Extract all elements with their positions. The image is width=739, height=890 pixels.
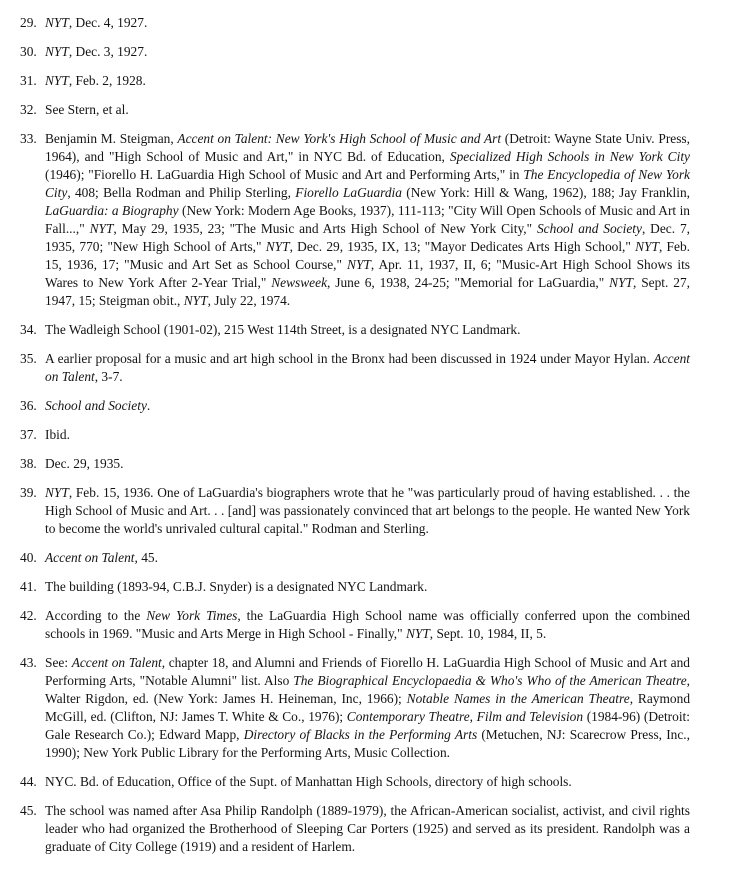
citation-text: , Dec. 3, 1927. (68, 44, 148, 59)
endnote-item (20, 397, 690, 415)
endnote-text (45, 101, 690, 119)
citation-text: See Stern, et al. (45, 102, 129, 117)
endnote-number: 44. (20, 774, 37, 789)
citation-title: The Biographical Encyclopaedia & Who's Who of the American Theatre (293, 673, 687, 688)
citation-text: , Feb. 15, 1936. One of LaGuardia's biographers wrote that he "was particularly proud of having established. . . the High School of Music and Art. . . [and] was passionately convinced that art belongs to the people. He wanted New York to become the world's unrivaled cultural capital." Rodman and Sterling. (45, 485, 690, 536)
endnote-item (20, 426, 690, 444)
citation-title: Accent on Talent (45, 550, 135, 565)
endnote-item (20, 607, 690, 643)
citation-text: , 3-7. (94, 369, 123, 384)
citation-title: NYT (45, 44, 69, 59)
citation-title: Specialized High Schools in New York City (449, 149, 690, 164)
citation-text: , Raymond McGill, ed. (Clifton, NJ: James T. White & Co., 1976); (45, 691, 691, 724)
endnote-item (20, 578, 690, 596)
endnote-text (45, 426, 690, 444)
citation-title: Accent on Talent (45, 351, 690, 384)
endnote-text (45, 607, 690, 643)
citation-text: , chapter 18, and Alumni and Friends of Fiorello H. LaGuardia High School of Music and Art and Performing Arts, "Notable Alumni" list. Also (45, 655, 690, 688)
citation-text: NYC. Bd. of Education, Office of the Supt. of Manhattan High Schools, directory of high schools. (45, 774, 572, 789)
endnote-item (20, 350, 690, 386)
citation-title: NYT (609, 275, 633, 290)
citation-text: , July 22, 1974. (207, 293, 291, 308)
endnote-item (20, 130, 690, 310)
citation-text: (New York: Modern Age Books, 1937), 111-113; "City Will Open Schools of Music and Art in Fall...," (45, 203, 690, 236)
endnote-text (45, 654, 690, 762)
endnote-number: 43. (20, 655, 37, 670)
endnote-item (20, 321, 690, 339)
endnote-item (20, 773, 690, 791)
citation-title: School and Society (45, 398, 147, 413)
citation-text: , Walter Rigdon, ed. (New York: James H. Heineman, Inc, 1966); (45, 673, 691, 706)
endnote-number: 31. (20, 73, 37, 88)
citation-text: The building (1893-94, C.B.J. Snyder) is a designated NYC Landmark. (45, 579, 428, 594)
citation-text: Ibid. (45, 427, 70, 442)
endnote-number: 32. (20, 102, 37, 117)
endnote-item (20, 72, 690, 90)
citation-text: , Sept. 27, 1947, 15; Steigman obit., (45, 275, 690, 308)
citation-title: Notable Names in the American Theatre (406, 691, 630, 706)
endnote-number: 39. (20, 485, 37, 500)
citation-text: See: (45, 655, 72, 670)
citation-text: . (146, 398, 151, 413)
endnote-number: 42. (20, 608, 37, 623)
endnote-number: 41. (20, 579, 37, 594)
endnote-number: 35. (20, 351, 37, 366)
endnote-text (45, 130, 690, 310)
citation-text: (New York: Hill & Wang, 1962), 188; Jay Franklin, (401, 185, 690, 200)
endnote-text (45, 578, 690, 596)
endnote-number: 34. (20, 322, 37, 337)
endnote-number: 37. (20, 427, 37, 442)
endnote-item (20, 43, 690, 61)
citation-title: NYT (405, 626, 430, 641)
citation-title: Contemporary Theatre, Film and Television (346, 709, 584, 724)
citation-text: According to the (45, 608, 147, 623)
citation-title: School and Society (536, 221, 642, 236)
endnote-text (45, 484, 690, 538)
citation-text: Dec. 29, 1935. (45, 456, 124, 471)
citation-text: , the LaGuardia High School name was officially conferred upon the combined schools in 1969. "Music and Arts Merge in High School - Finally," (45, 608, 690, 641)
citation-text: The school was named after Asa Philip Randolph (1889-1979), the African-American socialist, activist, and civil rights leader who had organized the Brotherhood of Sleeping Car Porters (1925) and served as its president. Randolph was a graduate of City College (1919) and a resident of Harlem. (45, 803, 690, 854)
endnote-item (20, 14, 690, 32)
citation-text: (1946); "Fiorello H. LaGuardia High School of Music and Art and Performing Arts," in (45, 167, 524, 182)
citation-title: NYT (347, 257, 371, 272)
citation-title: NYT (635, 239, 659, 254)
endnotes-list (20, 14, 690, 867)
citation-title: NYT (89, 221, 114, 236)
endnote-item (20, 455, 690, 473)
citation-title: The Encyclopedia of New York City (45, 167, 690, 200)
endnote-number: 40. (20, 550, 37, 565)
citation-text: , Feb. 2, 1928. (68, 73, 146, 88)
endnote-number: 45. (20, 803, 37, 818)
endnote-text (45, 802, 690, 856)
citation-text: , Sept. 10, 1984, II, 5. (429, 626, 547, 641)
endnote-text (45, 350, 690, 386)
citation-title: Directory of Blacks in the Performing Arts (243, 727, 478, 742)
citation-text: , May 29, 1935, 23; "The Music and Arts High School of New York City," (113, 221, 537, 236)
endnote-number: 38. (20, 456, 37, 471)
citation-title: New York Times (146, 608, 238, 623)
citation-text: , Feb. 15, 1936, 17; "Music and Art Set as School Course," (45, 239, 690, 272)
citation-title: Accent on Talent: New York's High School of Music and Art (177, 131, 502, 146)
endnote-item (20, 654, 690, 762)
endnote-item (20, 484, 690, 538)
endnote-text (45, 14, 690, 32)
citation-title: Fiorello LaGuardia (295, 185, 402, 200)
endnote-text (45, 321, 690, 339)
endnote-number: 33. (20, 131, 37, 146)
endnote-text (45, 773, 690, 791)
citation-text: , 45. (134, 550, 158, 565)
endnote-item (20, 101, 690, 119)
endnote-item (20, 549, 690, 567)
citation-text: , 408; Bella Rodman and Philip Sterling, (67, 185, 296, 200)
citation-text: (Metuchen, NJ: Scarecrow Press, Inc., 1990); New York Public Library for the Performing Arts, Music Collection. (45, 727, 690, 760)
endnote-text (45, 72, 690, 90)
citation-text: , Dec. 4, 1927. (68, 15, 148, 30)
citation-title: Accent on Talent (71, 655, 162, 670)
citation-title: NYT (45, 485, 69, 500)
endnote-text (45, 455, 690, 473)
endnote-number: 36. (20, 398, 37, 413)
endnote-number: 29. (20, 15, 37, 30)
citation-text: The Wadleigh School (1901-02), 215 West 114th Street, is a designated NYC Landmark. (45, 322, 521, 337)
citation-title: NYT (183, 293, 208, 308)
citation-title: NYT (265, 239, 290, 254)
endnote-number: 30. (20, 44, 37, 59)
endnote-text (45, 43, 690, 61)
citation-text: , Dec. 7, 1935, 770; "New High School of Arts," (45, 221, 690, 254)
citation-text: Benjamin M. Steigman, (45, 131, 178, 146)
citation-title: Newsweek (271, 275, 328, 290)
citation-text: , Apr. 11, 1937, II, 6; "Music-Art High School Shows its Wares to New York After 2-Year Trial," (45, 257, 690, 290)
citation-title: NYT (45, 15, 69, 30)
citation-text: A earlier proposal for a music and art high school in the Bronx had been discussed in 1924 under Mayor Hylan. (45, 351, 654, 366)
citation-text: , June 6, 1938, 24-25; "Memorial for LaGuardia," (327, 275, 610, 290)
citation-text: (1984-96) (Detroit: Gale Research Co.); Edward Mapp, (45, 709, 690, 742)
endnote-text (45, 549, 690, 567)
citation-title: NYT (45, 73, 69, 88)
citation-title: LaGuardia: a Biography (45, 203, 179, 218)
citation-text: (Detroit: Wayne State Univ. Press, 1964), and "High School of Music and Art," in NYC Bd. of Education, (45, 131, 690, 164)
citation-text: , Dec. 29, 1935, IX, 13; "Mayor Dedicates Arts High School," (289, 239, 636, 254)
endnote-text (45, 397, 690, 415)
endnote-item (20, 802, 690, 856)
